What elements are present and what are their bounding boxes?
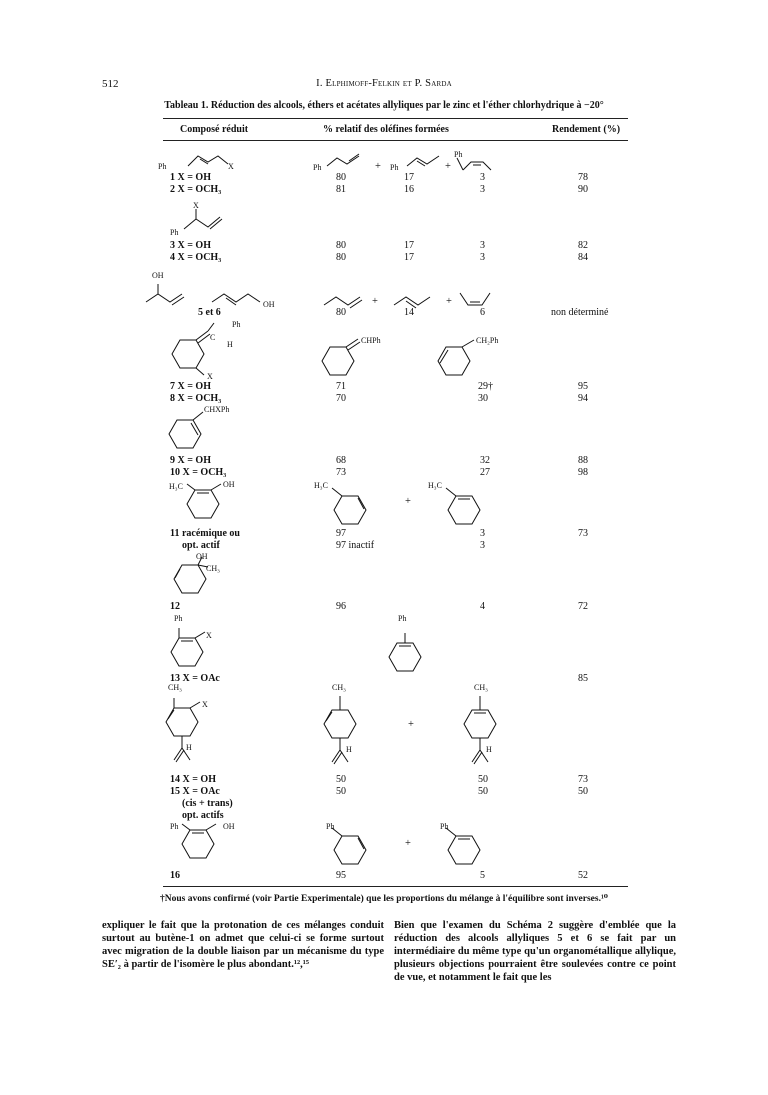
- table-top-rule: [163, 118, 628, 119]
- label-ch3: CH₃: [474, 683, 488, 692]
- label-oh: OH: [152, 271, 164, 280]
- table-footnote: †Nous avons confirmé (voir Partie Experimentale) que les proportions du mélange à l'équilibre sont inverses.¹⁰: [160, 894, 608, 904]
- compound-label: 2 X = OCH₃: [170, 184, 222, 195]
- structure-olefins-row1: [315, 148, 505, 174]
- plus-sign: +: [375, 161, 381, 172]
- percent-c2: 14: [404, 307, 414, 318]
- label-ph: Ph: [174, 614, 183, 623]
- label-h: H: [186, 743, 192, 752]
- label-x: X: [193, 201, 199, 210]
- percent-c1: 70: [336, 393, 346, 404]
- yield-value: 85: [578, 673, 588, 684]
- label-ph: Ph: [326, 822, 335, 831]
- structure-compound-7-8: [160, 325, 230, 380]
- label-oh: OH: [196, 552, 208, 561]
- label-ph: Ph: [158, 162, 167, 171]
- label-ch3: CH₃: [168, 683, 182, 692]
- compound-label: 7 X = OH: [170, 381, 211, 392]
- yield-value: 52: [578, 870, 588, 881]
- label-oh: OH: [223, 480, 235, 489]
- running-head: I. Elphimoff-Felkin et P. Sarda: [316, 78, 452, 89]
- header-yield: Rendement (%): [552, 124, 621, 135]
- percent-c3: 30: [478, 393, 488, 404]
- label-x: X: [202, 700, 208, 709]
- label-ch2ph: CH₂Ph: [476, 336, 499, 345]
- label-c: C: [210, 333, 216, 342]
- yield-value: 78: [578, 172, 588, 183]
- label-h: H: [486, 745, 492, 754]
- compound-label-sub: opt. actif: [182, 540, 220, 551]
- compound-label: 14 X = OH: [170, 774, 216, 785]
- compound-label: 3 X = OH: [170, 240, 211, 251]
- body-text-right: Bien que l'examen du Schéma 2 suggère d'emblée que la réduction des alcools allyliques 5 et 6 se fait par un intermédiaire du même type qu'un organométallique allylique, plusieurs objections pourraient être soulevées contre ce point de vue, et notamment le fait que les: [394, 920, 676, 983]
- label-ph: Ph: [232, 320, 241, 329]
- structure-compound-9-10: [165, 410, 225, 455]
- yield-value: 84: [578, 252, 588, 263]
- label-x: X: [228, 162, 234, 171]
- percent-c1: 50: [336, 774, 346, 785]
- percent-c3: 4: [480, 601, 485, 612]
- percent-c1: 80: [336, 240, 346, 251]
- yield-value: 95: [578, 381, 588, 392]
- percent-c1: 73: [336, 467, 346, 478]
- structure-products-7-8: [318, 335, 498, 380]
- label-oh: OH: [223, 822, 235, 831]
- structure-compound-12: [170, 555, 230, 600]
- plus-sign: +: [446, 296, 452, 307]
- yield-value: non déterminé: [551, 307, 609, 318]
- table-bottom-rule: [163, 886, 628, 887]
- percent-c3: 50: [478, 786, 488, 797]
- percent-c3: 5: [480, 870, 485, 881]
- compound-label: 15 X = OAc: [170, 786, 220, 797]
- yield-value: 94: [578, 393, 588, 404]
- structure-compound-14-15: [160, 690, 230, 770]
- percent-c3: 3: [480, 540, 485, 551]
- label-ph: Ph: [170, 228, 179, 237]
- percent-c1: 80: [336, 172, 346, 183]
- yield-value: 82: [578, 240, 588, 251]
- structure-product-13: [385, 625, 435, 675]
- percent-c1: 97 inactif: [336, 540, 375, 551]
- percent-c3: 29†: [478, 381, 493, 392]
- label-x: X: [206, 631, 212, 640]
- yield-value: 73: [578, 774, 588, 785]
- label-h3c: H₃C: [428, 481, 442, 490]
- page-number: 512: [102, 78, 119, 90]
- header-compound: Composé réduit: [180, 124, 249, 135]
- table-caption: Tableau 1. Réduction des alcools, éthers et acétates allyliques par le zinc et l'éther chlorhydrique à −20°: [164, 100, 604, 111]
- percent-c3: 3: [480, 172, 485, 183]
- label-h3c: H₃C: [314, 481, 328, 490]
- label-h: H: [227, 340, 233, 349]
- structure-compound-5-6: [140, 280, 300, 310]
- label-ph: Ph: [170, 822, 179, 831]
- yield-value: 88: [578, 455, 588, 466]
- compound-label: 4 X = OCH₃: [170, 252, 222, 263]
- compound-label: 1 X = OH: [170, 172, 211, 183]
- percent-c2: 17: [404, 252, 414, 263]
- body-column-left: [102, 919, 384, 971]
- percent-c2: 16: [404, 184, 414, 195]
- compound-label: 9 X = OH: [170, 455, 211, 466]
- yield-value: 72: [578, 601, 588, 612]
- percent-c1: 81: [336, 184, 346, 195]
- compound-label: 16: [170, 870, 180, 881]
- percent-c1: 71: [336, 381, 346, 392]
- plus-sign: +: [405, 838, 411, 849]
- label-x: X: [207, 372, 213, 381]
- structure-compound-3-4: [170, 205, 240, 235]
- percent-c1: 50: [336, 786, 346, 797]
- compound-label-sub: opt. actifs: [182, 810, 224, 821]
- yield-value: 98: [578, 467, 588, 478]
- percent-c3: 3: [480, 184, 485, 195]
- percent-c3: 50: [478, 774, 488, 785]
- percent-c1: 95: [336, 870, 346, 881]
- plus-sign: +: [408, 719, 414, 730]
- label-ch3: CH₃: [206, 564, 220, 573]
- yield-value: 90: [578, 184, 588, 195]
- percent-c1: 80: [336, 307, 346, 318]
- body-text-left: expliquer le fait que la protonation de ces mélanges conduit surtout au butène-1 on admet que celui-ci se forme surtout avec migration de la double liaison par un mécanisme du type SE′₂ à partir de l'isomère le plus abondant.¹²,¹⁵: [102, 920, 384, 970]
- compound-label: 12: [170, 601, 180, 612]
- label-ph: Ph: [313, 163, 322, 172]
- percent-c1: 97: [336, 528, 346, 539]
- yield-value: 73: [578, 528, 588, 539]
- compound-label: 11 racémique ou: [170, 528, 240, 539]
- compound-label: 5 et 6: [198, 307, 221, 318]
- label-ch3: CH₃: [332, 683, 346, 692]
- label-ph: Ph: [454, 150, 463, 159]
- yield-value: 50: [578, 786, 588, 797]
- percent-c1: 96: [336, 601, 346, 612]
- percent-c3: 3: [480, 528, 485, 539]
- plus-sign: +: [372, 296, 378, 307]
- compound-label-sub: (cis + trans): [182, 798, 233, 809]
- percent-c3: 6: [480, 307, 485, 318]
- label-ph: Ph: [390, 163, 399, 172]
- percent-c1: 68: [336, 455, 346, 466]
- percent-c1: 80: [336, 252, 346, 263]
- percent-c2: 17: [404, 172, 414, 183]
- label-ph: Ph: [440, 822, 449, 831]
- percent-c3: 32: [480, 455, 490, 466]
- label-h: H: [346, 745, 352, 754]
- plus-sign: +: [405, 496, 411, 507]
- compound-label: 10 X = OCH₃: [170, 467, 227, 478]
- label-ph: Ph: [398, 614, 407, 623]
- body-column-right: [394, 919, 676, 984]
- label-chph: CHPh: [361, 336, 381, 345]
- compound-label: 13 X = OAc: [170, 673, 220, 684]
- label-oh: OH: [263, 300, 275, 309]
- percent-c3: 27: [480, 467, 490, 478]
- label-h3c: H₃C: [169, 482, 183, 491]
- header-olefins: % relatif des oléfines formées: [323, 124, 449, 135]
- compound-label: 8 X = OCH₃: [170, 393, 222, 404]
- structure-compound-13: [165, 620, 230, 670]
- percent-c2: 17: [404, 240, 414, 251]
- percent-c3: 3: [480, 240, 485, 251]
- plus-sign: +: [445, 161, 451, 172]
- label-chxph: CHXPh: [204, 405, 230, 414]
- percent-c3: 3: [480, 252, 485, 263]
- table-header-rule: [163, 140, 628, 141]
